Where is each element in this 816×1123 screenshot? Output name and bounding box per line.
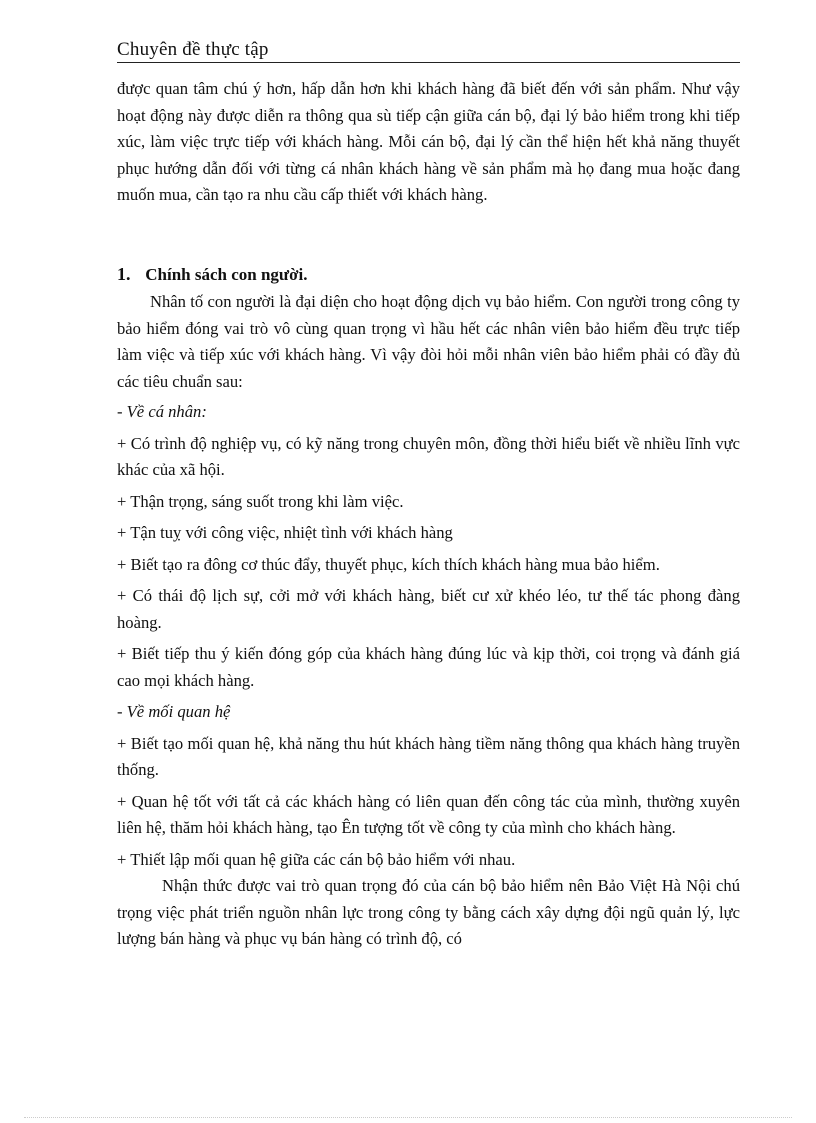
- section-body: [117, 289, 740, 953]
- closing-paragraph: Nhận thức được vai trò quan trọng đó của cán bộ bảo hiểm nên Bảo Việt Hà Nội chú trọng việc phát triển nguồn nhân lực trong công ty bằng cách xây dựng đội ngũ quản lý, lực lượng bán hàng và phục vụ bán hàng có trình độ, có: [117, 876, 740, 948]
- header-title: Chuyên đề thực tập: [117, 39, 269, 60]
- intro-paragraph: được quan tâm chú ý hơn, hấp dẫn hơn khi khách hàng đã biết đến với sản phẩm. Như vậy hoạt động này được diễn ra thông qua sù tiếp cận giữa cán bộ, đại lý bảo hiểm trong khi tiếp xúc, làm việc trực tiếp với khách hàng. Mỗi cán bộ, đại lý cần thể hiện hết khả năng thuyết phục hướng dẫn đối với từng cá nhân khách hàng về sản phẩm mà họ đang mua hoặc đang muốn mua, cần tạo ra nhu cầu cấp thiết với khách hàng.: [117, 79, 740, 204]
- intro-block: [117, 76, 740, 209]
- personal-item: + Tận tuỵ với công việc, nhiệt tình với khách hàng: [117, 523, 453, 542]
- section-intro-paragraph: Nhân tố con người là đại diện cho hoạt động dịch vụ bảo hiểm. Con người trong công ty bảo hiểm đóng vai trò vô cùng quan trọng vì hầu hết các nhân viên bảo hiểm đều trực tiếp làm việc và tiếp xúc với khách hàng. Vì vậy đòi hỏi mỗi nhân viên bảo hiểm phải có đầy đủ các tiêu chuẩn sau:: [117, 292, 740, 391]
- personal-item: + Thận trọng, sáng suốt trong khi làm việc.: [117, 491, 404, 511]
- relation-item: + Thiết lập mối quan hệ giữa các cán bộ bảo hiểm với nhau.: [117, 849, 516, 869]
- relation-label: - Về mối quan hệ: [117, 702, 231, 721]
- personal-label: - Về cá nhân:: [117, 402, 207, 421]
- section-heading: [117, 262, 308, 287]
- relation-item: + Biết tạo mối quan hệ, khả năng thu hút khách hàng tiềm năng thông qua khách hàng truyền thống.: [117, 733, 740, 779]
- personal-item: + Biết tạo ra đông cơ thúc đẩy, thuyết phục, kích thích khách hàng mua bảo hiểm.: [117, 554, 660, 574]
- section-title: Chính sách con người.: [145, 265, 308, 284]
- relation-item: + Quan hệ tốt với tất cả các khách hàng có liên quan đến công tác của mình, thường xuyên liên hệ, thăm hỏi khách hàng, tạo Ên tượng tốt về công ty của mình cho khách hàng.: [117, 791, 740, 837]
- personal-item: + Có trình độ nghiệp vụ, có kỹ năng trong chuyên môn, đồng thời hiểu biết về nhiều lĩnh vực khác của xã hội.: [117, 433, 740, 479]
- page-header: [117, 38, 740, 63]
- personal-item: + Biết tiếp thu ý kiến đóng góp của khách hàng đúng lúc và kịp thời, coi trọng và đánh giá cao mọi khách hàng.: [117, 644, 740, 690]
- page-bottom-divider: [24, 1117, 792, 1118]
- section-number: 1.: [117, 264, 131, 284]
- document-page: [117, 0, 740, 1123]
- personal-item: + Có thái độ lịch sự, cởi mở với khách hàng, biết cư xử khéo léo, tư thế tác phong đàng hoàng.: [117, 586, 740, 632]
